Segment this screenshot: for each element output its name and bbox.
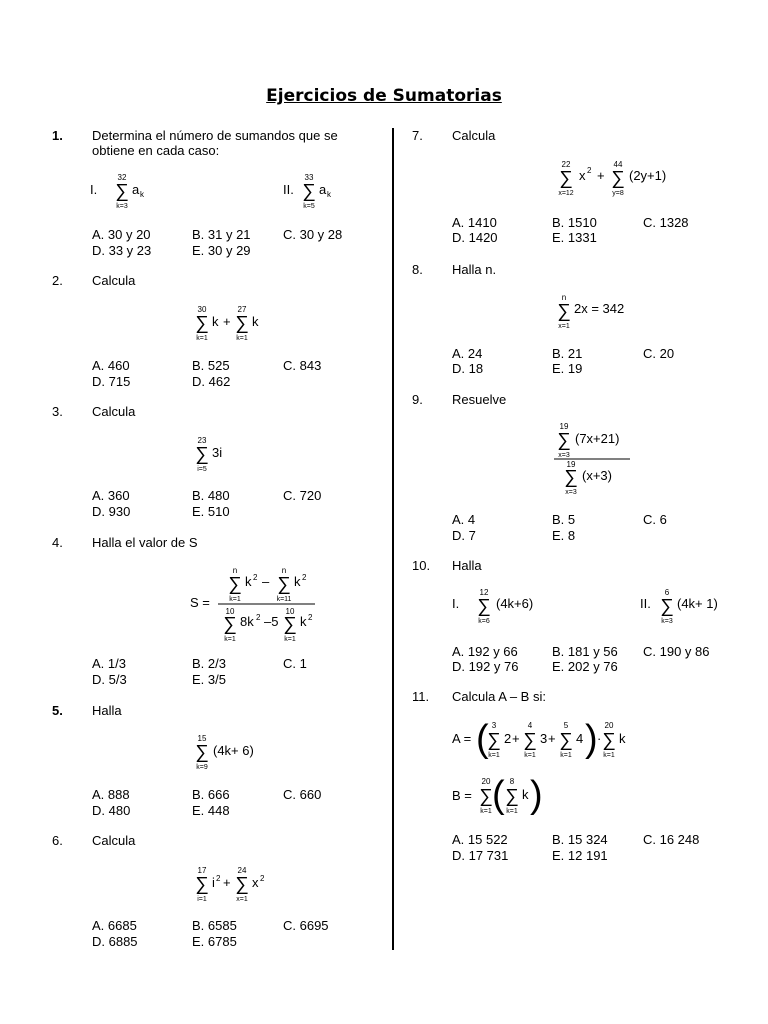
sum-lower: k=3: [661, 618, 673, 625]
operator: –: [262, 574, 270, 589]
option-d[interactable]: D. 18: [452, 361, 484, 376]
sum-subscript: k: [140, 190, 144, 199]
sum-lower: k=3: [116, 203, 128, 210]
problem-number: 1.: [52, 128, 63, 143]
sum-upper: 22: [561, 160, 571, 169]
part-label: II.: [640, 596, 651, 611]
option-d[interactable]: D. 17 731: [452, 848, 509, 863]
option-e[interactable]: E. 448: [192, 803, 230, 818]
sigma-symbol: ∑: [557, 301, 571, 322]
problem-statement: Halla: [452, 558, 482, 573]
sum-lower: k=1: [603, 752, 615, 759]
sum-upper: 30: [197, 305, 207, 314]
problem-number: 10.: [412, 558, 431, 573]
option-c[interactable]: C. 190 y 86: [643, 644, 710, 659]
sigma-symbol: ∑: [477, 596, 491, 617]
lhs: A =: [452, 731, 472, 746]
problem-statement: Calcula: [92, 833, 136, 848]
sigma-symbol: ∑: [487, 730, 501, 751]
sum-body: x: [579, 168, 586, 183]
sum-lower: x=1: [236, 896, 248, 903]
formula-8: [552, 291, 652, 333]
sum-body: 3: [540, 731, 548, 746]
right-paren: ): [530, 774, 543, 816]
sigma-symbol: ∑: [115, 181, 129, 202]
sum-lower: k=1: [560, 752, 572, 759]
option-e[interactable]: E. 202 y 76: [552, 659, 618, 674]
sum-upper: 10: [285, 607, 295, 616]
problem-number: 4.: [52, 535, 63, 550]
sum-lower: k=11: [276, 596, 292, 603]
option-a[interactable]: A. 24: [452, 346, 483, 361]
sigma-symbol: ∑: [557, 430, 571, 451]
sum-upper: 20: [604, 721, 614, 730]
sum-body: 2x = 342: [574, 301, 625, 316]
sigma-symbol: ∑: [302, 181, 316, 202]
sigma-symbol: ∑: [277, 574, 291, 595]
option-e[interactable]: E. 6785: [192, 934, 237, 949]
formula-11-a: [452, 718, 642, 764]
superscript: 2: [256, 613, 261, 622]
option-b[interactable]: B. 31 y 21: [192, 227, 251, 242]
sum-lower: i=1: [197, 896, 207, 903]
sum-lower: x=1: [558, 323, 570, 330]
option-d[interactable]: D. 6885: [92, 934, 138, 949]
sum-lower: k=1: [224, 636, 236, 643]
option-d[interactable]: D. 930: [92, 504, 131, 519]
sigma-symbol: ∑: [559, 168, 573, 189]
formula-5: [190, 732, 280, 774]
formula-2: [190, 303, 280, 345]
problem-statement: Calcula: [452, 128, 496, 143]
operator: –5: [264, 614, 279, 629]
sum-upper: 44: [613, 160, 623, 169]
problem-number: 6.: [52, 833, 63, 848]
sum-body: k: [294, 574, 301, 589]
problem-statement: Halla: [92, 703, 122, 718]
sum-lower: x=12: [558, 190, 574, 197]
operator: +: [597, 168, 605, 183]
left-paren: (: [492, 774, 505, 816]
sigma-symbol: ∑: [479, 786, 493, 807]
problem-statement: Calcula: [92, 404, 136, 419]
sigma-symbol: ∑: [235, 313, 249, 334]
sum-body: k: [252, 314, 259, 329]
sum-lower: k=5: [303, 203, 315, 210]
sum-body: a: [132, 182, 140, 197]
operator: +: [548, 731, 556, 746]
option-b[interactable]: B. 2/3: [192, 656, 226, 671]
formula-6: [190, 864, 280, 906]
superscript: 2: [260, 874, 265, 883]
option-e[interactable]: E. 510: [192, 504, 230, 519]
problem-number: 3.: [52, 404, 63, 419]
sum-lower: k=1: [488, 752, 500, 759]
sum-upper: 8: [509, 777, 515, 786]
sum-body: k: [300, 614, 307, 629]
sum-upper: 12: [479, 588, 489, 597]
option-a[interactable]: A. 4: [452, 512, 476, 527]
formula-11-b: [452, 774, 562, 820]
option-c[interactable]: C. 20: [643, 346, 675, 361]
sum-upper: 5: [563, 721, 569, 730]
sum-upper: 19: [566, 460, 576, 469]
option-d[interactable]: D. 7: [452, 528, 476, 543]
sum-upper: 19: [559, 422, 569, 431]
option-b[interactable]: B. 5: [552, 512, 576, 527]
sum-lower: i=5: [197, 466, 207, 473]
sigma-symbol: ∑: [505, 786, 519, 807]
option-b[interactable]: B. 525: [192, 358, 230, 373]
sum-body: (4k+ 1): [677, 596, 718, 611]
option-a[interactable]: A. 15 522: [452, 832, 508, 847]
option-a[interactable]: A. 460: [92, 358, 130, 373]
sum-body: (x+3): [582, 468, 612, 483]
option-a[interactable]: A. 30 y 20: [92, 227, 151, 242]
sum-body: k: [522, 787, 529, 802]
option-e[interactable]: E. 3/5: [192, 672, 226, 687]
sum-body: 4: [576, 731, 584, 746]
option-e[interactable]: E. 12 191: [552, 848, 608, 863]
sum-upper: n: [281, 566, 287, 575]
option-e[interactable]: D. 462: [192, 374, 231, 389]
sum-body: 2: [504, 731, 512, 746]
option-d[interactable]: D. 192 y 76: [452, 659, 519, 674]
option-b[interactable]: B. 21: [552, 346, 583, 361]
option-e[interactable]: E. 30 y 29: [192, 243, 251, 258]
option-b[interactable]: B. 181 y 56: [552, 644, 618, 659]
sum-body: k: [212, 314, 219, 329]
sum-lower: k=1: [524, 752, 536, 759]
superscript: 2: [253, 573, 258, 582]
option-b[interactable]: B. 480: [192, 488, 230, 503]
sum-lower: y=8: [612, 190, 624, 197]
sum-body: 8k: [240, 614, 254, 629]
sum-lower: x=3: [565, 489, 577, 496]
sigma-symbol: ∑: [195, 742, 209, 763]
option-d[interactable]: D. 5/3: [92, 672, 127, 687]
problem-statement: Calcula A – B si:: [452, 689, 546, 704]
operator: +: [223, 875, 231, 890]
right-paren: ): [585, 718, 598, 760]
option-e[interactable]: E. 1331: [552, 230, 597, 245]
sigma-symbol: ∑: [195, 444, 209, 465]
option-c[interactable]: C. 720: [283, 488, 322, 503]
sum-upper: 23: [197, 436, 207, 445]
option-e[interactable]: E. 19: [552, 361, 583, 376]
problem-number: 9.: [412, 392, 423, 407]
operator: +: [223, 314, 231, 329]
sigma-symbol: ∑: [660, 596, 674, 617]
sum-body: (4k+6): [496, 596, 534, 611]
sigma-symbol: ∑: [602, 730, 616, 751]
problem-number: 7.: [412, 128, 423, 143]
sum-upper: 4: [527, 721, 533, 730]
sum-upper: 3: [491, 721, 497, 730]
sum-body: i: [212, 875, 215, 890]
problem-statement: Halla n.: [452, 262, 497, 277]
sum-upper: n: [232, 566, 238, 575]
option-a[interactable]: A. 192 y 66: [452, 644, 518, 659]
option-d[interactable]: D. 33 y 23: [92, 243, 152, 258]
sigma-symbol: ∑: [228, 574, 242, 595]
sigma-symbol: ∑: [195, 313, 209, 334]
sum-lower: k=1: [196, 335, 208, 342]
part-label: I.: [452, 596, 460, 611]
sum-body: x: [252, 875, 259, 890]
sigma-symbol: ∑: [611, 168, 625, 189]
sum-upper: 17: [197, 866, 207, 875]
sum-body: k: [245, 574, 252, 589]
sum-upper: 10: [225, 607, 235, 616]
option-a[interactable]: A. 360: [92, 488, 130, 503]
sum-upper: 27: [237, 305, 247, 314]
option-d[interactable]: D. 715: [92, 374, 131, 389]
formula-4: [190, 564, 325, 644]
sum-upper: n: [561, 293, 567, 302]
sum-body: a: [319, 182, 327, 197]
formula-7: [554, 158, 684, 200]
superscript: 2: [308, 613, 313, 622]
problem-statement: Calcula: [92, 273, 136, 288]
part-label: II.: [283, 182, 294, 197]
option-a[interactable]: A. 1410: [452, 215, 497, 230]
sum-body: k: [619, 731, 626, 746]
sigma-symbol: ∑: [523, 730, 537, 751]
sum-upper: 32: [117, 173, 127, 182]
sum-lower: k=1: [506, 808, 518, 815]
sum-upper: 33: [304, 173, 314, 182]
option-e[interactable]: E. 8: [552, 528, 576, 543]
option-b[interactable]: B. 6585: [192, 918, 237, 933]
option-a[interactable]: A. 1/3: [92, 656, 126, 671]
formula-1-ii: [283, 172, 393, 214]
formula-10-ii: [640, 586, 750, 628]
option-b[interactable]: B. 666: [192, 787, 230, 802]
problem-number: 8.: [412, 262, 423, 277]
sum-upper: 20: [481, 777, 491, 786]
sum-upper: 6: [664, 588, 670, 597]
superscript: 2: [302, 573, 307, 582]
sum-lower: k=1: [229, 596, 241, 603]
problem-statement: Determina el número de sumandos que se: [92, 128, 338, 143]
option-c[interactable]: C. 843: [283, 358, 322, 373]
option-a[interactable]: A. 6685: [92, 918, 137, 933]
lhs: B =: [452, 788, 472, 803]
sum-lower: k=1: [236, 335, 248, 342]
sum-body: (4k+ 6): [213, 743, 254, 758]
sigma-symbol: ∑: [235, 874, 249, 895]
lhs: S =: [190, 595, 210, 610]
option-a[interactable]: A. 888: [92, 787, 130, 802]
operator: ·: [597, 731, 602, 746]
page-title: Ejercicios de Sumatorias: [266, 86, 502, 106]
option-c[interactable]: C. 660: [283, 787, 322, 802]
formula-10-i: [452, 586, 572, 628]
sigma-symbol: ∑: [283, 614, 297, 635]
option-b[interactable]: B. 15 324: [552, 832, 608, 847]
option-c[interactable]: C. 1: [283, 656, 307, 671]
problem-statement-cont: obtiene en cada caso:: [92, 143, 220, 158]
formula-9: [552, 420, 642, 498]
operator: +: [512, 731, 520, 746]
sum-body: (2y+1): [629, 168, 667, 183]
sum-lower: k=1: [284, 636, 296, 643]
sum-subscript: k: [327, 190, 331, 199]
sigma-symbol: ∑: [195, 874, 209, 895]
left-paren: (: [476, 718, 489, 760]
sum-body: (7x+21): [575, 431, 620, 446]
sum-lower: k=9: [196, 764, 208, 771]
sum-lower: k=1: [480, 808, 492, 815]
superscript: 2: [216, 874, 221, 883]
sum-body: 3i: [212, 445, 223, 460]
problem-statement: Resuelve: [452, 392, 507, 407]
option-d[interactable]: D. 480: [92, 803, 131, 818]
sum-upper: 24: [237, 866, 247, 875]
sigma-symbol: ∑: [564, 467, 578, 488]
problem-statement: Halla el valor de S: [92, 535, 198, 550]
sum-lower: k=6: [478, 618, 490, 625]
column-divider: [392, 128, 394, 950]
part-label: I.: [90, 182, 98, 197]
option-c[interactable]: C. 6695: [283, 918, 329, 933]
option-d[interactable]: D. 1420: [452, 230, 498, 245]
option-c[interactable]: C. 16 248: [643, 832, 700, 847]
formula-3: [190, 434, 250, 476]
problem-number: 11.: [412, 689, 430, 704]
sum-lower: x=3: [558, 452, 570, 459]
superscript: 2: [587, 166, 592, 175]
option-c[interactable]: C. 30 y 28: [283, 227, 343, 242]
problem-number: 5.: [52, 703, 63, 718]
sigma-symbol: ∑: [223, 614, 237, 635]
option-c[interactable]: C. 6: [643, 512, 667, 527]
sigma-symbol: ∑: [559, 730, 573, 751]
option-c[interactable]: C. 1328: [643, 215, 689, 230]
option-b[interactable]: B. 1510: [552, 215, 597, 230]
sum-upper: 15: [197, 734, 207, 743]
problem-number: 2.: [52, 273, 63, 288]
formula-1-i: [90, 172, 200, 214]
